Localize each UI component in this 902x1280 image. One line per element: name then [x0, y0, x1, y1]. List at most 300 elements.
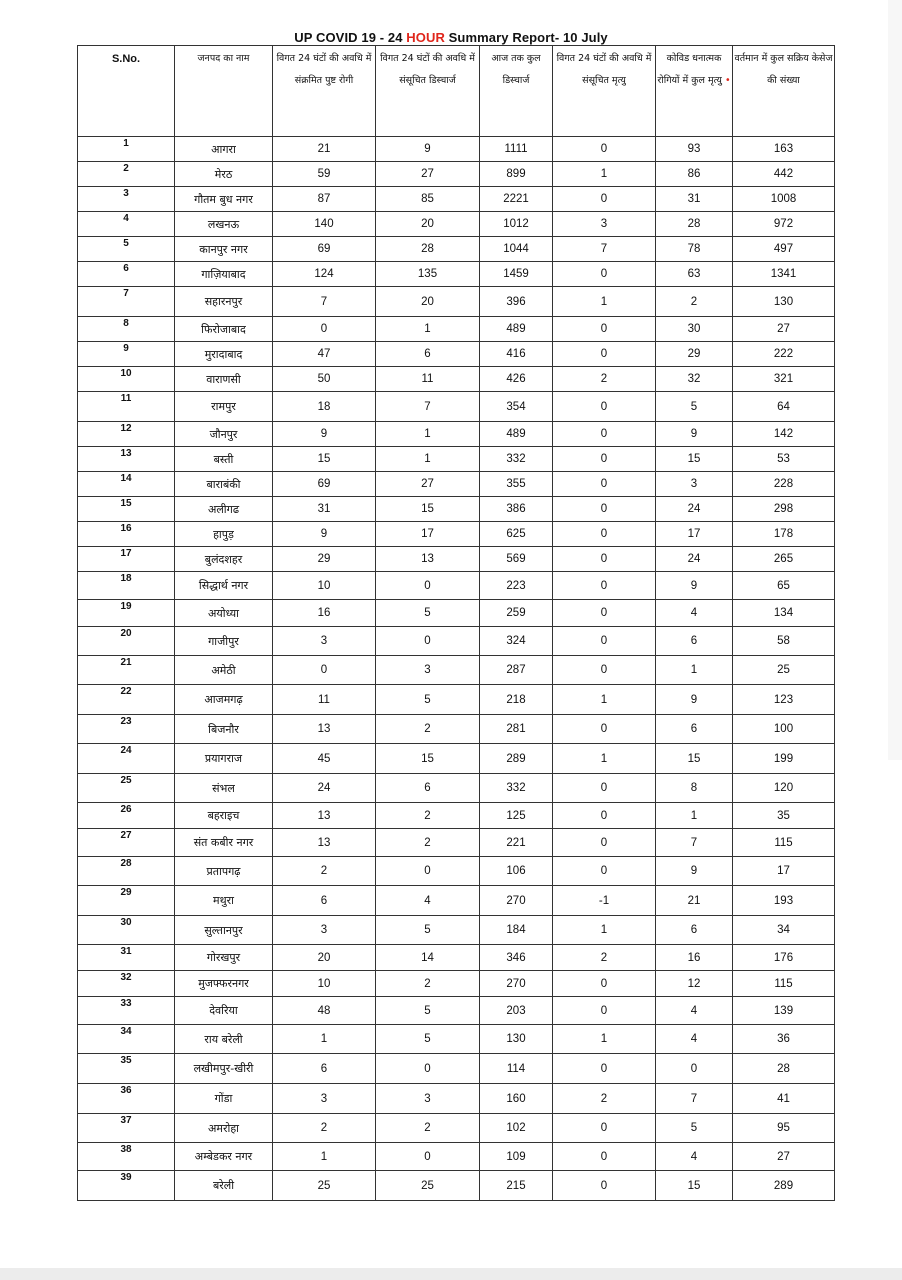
cell-new-deaths: 0	[553, 656, 656, 685]
cell-total-discharge: 130	[480, 1025, 553, 1054]
cell-sno: 7	[78, 287, 175, 317]
cell-district: अयोध्या	[175, 600, 273, 627]
cell-sno: 28	[78, 857, 175, 886]
table-row	[78, 945, 835, 971]
cell-total-deaths: 6	[656, 916, 733, 945]
cell-total-discharge: 114	[480, 1054, 553, 1084]
cell-total-discharge: 386	[480, 497, 553, 522]
cell-new-positive: 0	[273, 317, 376, 342]
cell-new-deaths: 0	[553, 572, 656, 600]
table-row	[78, 1143, 835, 1171]
cell-new-deaths: 3	[553, 212, 656, 237]
cell-total-discharge: 223	[480, 572, 553, 600]
cell-total-deaths: 93	[656, 137, 733, 162]
cell-active-cases: 41	[733, 1084, 835, 1114]
cell-sno: 31	[78, 945, 175, 971]
header-district: जनपद का नाम	[175, 46, 273, 137]
table-row	[78, 472, 835, 497]
cell-total-deaths: 17	[656, 522, 733, 547]
cell-new-deaths: 0	[553, 317, 656, 342]
cell-total-deaths: 6	[656, 715, 733, 744]
cell-sno: 2	[78, 162, 175, 187]
table-row	[78, 886, 835, 916]
cell-sno: 6	[78, 262, 175, 287]
table-row	[78, 447, 835, 472]
cell-new-deaths: 0	[553, 392, 656, 422]
cell-sno: 16	[78, 522, 175, 547]
cell-total-discharge: 396	[480, 287, 553, 317]
cell-new-discharge: 15	[376, 744, 480, 774]
cell-new-discharge: 4	[376, 886, 480, 916]
cell-new-discharge: 5	[376, 997, 480, 1025]
cell-sno: 32	[78, 971, 175, 997]
cell-active-cases: 163	[733, 137, 835, 162]
cell-new-positive: 1	[273, 1025, 376, 1054]
table-row	[78, 1114, 835, 1143]
cell-new-discharge: 0	[376, 627, 480, 656]
cell-new-discharge: 0	[376, 1054, 480, 1084]
cell-new-deaths: 0	[553, 1054, 656, 1084]
cell-active-cases: 25	[733, 656, 835, 685]
cell-district: आजमगढ़	[175, 685, 273, 715]
cell-total-discharge: 489	[480, 317, 553, 342]
cell-district: गाजीपुर	[175, 627, 273, 656]
cell-new-discharge: 2	[376, 803, 480, 829]
cell-total-deaths: 32	[656, 367, 733, 392]
table-row	[78, 715, 835, 744]
header-new-positive: विगत 24 घंटों की अवधि में संक्रमित पुष्ट रोगी	[273, 46, 376, 137]
cell-total-deaths: 9	[656, 572, 733, 600]
cell-new-deaths: 7	[553, 237, 656, 262]
cell-district: हापुड़	[175, 522, 273, 547]
cell-total-discharge: 106	[480, 857, 553, 886]
header-new-deaths: विगत 24 घंटों की अवधि में संसूचित मृत्यु	[553, 46, 656, 137]
table-row	[78, 522, 835, 547]
cell-district: वाराणसी	[175, 367, 273, 392]
table-row	[78, 744, 835, 774]
cell-total-deaths: 9	[656, 422, 733, 447]
cell-total-deaths: 5	[656, 392, 733, 422]
cell-sno: 33	[78, 997, 175, 1025]
cell-total-discharge: 1012	[480, 212, 553, 237]
cell-new-positive: 25	[273, 1171, 376, 1201]
cell-district: सुल्तानपुर	[175, 916, 273, 945]
cell-active-cases: 1341	[733, 262, 835, 287]
cell-new-positive: 29	[273, 547, 376, 572]
cell-district: राय बरेली	[175, 1025, 273, 1054]
cell-district: मुरादाबाद	[175, 342, 273, 367]
cell-active-cases: 36	[733, 1025, 835, 1054]
cell-active-cases: 193	[733, 886, 835, 916]
cell-total-discharge: 270	[480, 886, 553, 916]
cell-district: बहराइच	[175, 803, 273, 829]
cell-active-cases: 120	[733, 774, 835, 803]
cell-sno: 4	[78, 212, 175, 237]
header-total-deaths	[656, 46, 733, 137]
cell-total-discharge: 324	[480, 627, 553, 656]
cell-new-discharge: 0	[376, 1143, 480, 1171]
cell-total-discharge: 355	[480, 472, 553, 497]
report-title	[0, 30, 902, 45]
table-row	[78, 572, 835, 600]
cell-new-positive: 11	[273, 685, 376, 715]
cell-total-discharge: 221	[480, 829, 553, 857]
cell-sno: 37	[78, 1114, 175, 1143]
cell-district: अमरोहा	[175, 1114, 273, 1143]
cell-new-discharge: 3	[376, 1084, 480, 1114]
cell-district: देवरिया	[175, 997, 273, 1025]
cell-new-discharge: 1	[376, 422, 480, 447]
cell-total-discharge: 569	[480, 547, 553, 572]
cell-new-discharge: 20	[376, 212, 480, 237]
cell-total-discharge: 426	[480, 367, 553, 392]
cell-total-deaths: 16	[656, 945, 733, 971]
table-row	[78, 857, 835, 886]
cell-new-discharge: 1	[376, 447, 480, 472]
cell-new-positive: 50	[273, 367, 376, 392]
cell-total-discharge: 625	[480, 522, 553, 547]
cell-total-deaths: 6	[656, 627, 733, 656]
cell-district: जौनपुर	[175, 422, 273, 447]
cell-new-discharge: 17	[376, 522, 480, 547]
cell-total-discharge: 109	[480, 1143, 553, 1171]
cell-sno: 25	[78, 774, 175, 803]
cell-district: अम्बेडकर नगर	[175, 1143, 273, 1171]
cell-new-positive: 13	[273, 829, 376, 857]
cell-new-positive: 3	[273, 916, 376, 945]
cell-new-positive: 10	[273, 572, 376, 600]
cell-total-discharge: 332	[480, 774, 553, 803]
cell-active-cases: 58	[733, 627, 835, 656]
header-active-cases: वर्तमान में कुल सक्रिय केसेज की संख्या	[733, 46, 835, 137]
cell-sno: 8	[78, 317, 175, 342]
cell-new-deaths: 2	[553, 945, 656, 971]
cell-sno: 35	[78, 1054, 175, 1084]
cell-active-cases: 53	[733, 447, 835, 472]
cell-district: अलीगढ	[175, 497, 273, 522]
cell-new-positive: 31	[273, 497, 376, 522]
table-row	[78, 774, 835, 803]
cell-new-positive: 3	[273, 627, 376, 656]
cell-new-discharge: 25	[376, 1171, 480, 1201]
cell-active-cases: 64	[733, 392, 835, 422]
cell-new-positive: 13	[273, 715, 376, 744]
cell-total-deaths: 63	[656, 262, 733, 287]
cell-district: सिद्धार्थ नगर	[175, 572, 273, 600]
cell-total-deaths: 1	[656, 656, 733, 685]
cell-new-discharge: 5	[376, 1025, 480, 1054]
cell-total-discharge: 287	[480, 656, 553, 685]
cell-total-discharge: 1111	[480, 137, 553, 162]
table-row	[78, 212, 835, 237]
cell-sno: 12	[78, 422, 175, 447]
cell-total-discharge: 160	[480, 1084, 553, 1114]
cell-new-discharge: 135	[376, 262, 480, 287]
table-row	[78, 317, 835, 342]
cell-total-deaths: 31	[656, 187, 733, 212]
cell-total-deaths: 2	[656, 287, 733, 317]
table-row	[78, 627, 835, 656]
cell-active-cases: 178	[733, 522, 835, 547]
cell-new-positive: 18	[273, 392, 376, 422]
cell-new-positive: 13	[273, 803, 376, 829]
cell-sno: 39	[78, 1171, 175, 1201]
cell-district: गाज़ियाबाद	[175, 262, 273, 287]
cell-new-positive: 2	[273, 857, 376, 886]
cell-district: आगरा	[175, 137, 273, 162]
cell-new-deaths: 0	[553, 829, 656, 857]
cell-total-discharge: 1459	[480, 262, 553, 287]
cell-new-positive: 59	[273, 162, 376, 187]
cell-new-discharge: 5	[376, 916, 480, 945]
table-row	[78, 1171, 835, 1201]
cell-new-positive: 1	[273, 1143, 376, 1171]
table-row	[78, 997, 835, 1025]
cell-total-deaths: 24	[656, 547, 733, 572]
cell-sno: 20	[78, 627, 175, 656]
cell-sno: 21	[78, 656, 175, 685]
table-row	[78, 422, 835, 447]
cell-new-deaths: 0	[553, 971, 656, 997]
cell-district: गोंडा	[175, 1084, 273, 1114]
table-row	[78, 916, 835, 945]
cell-total-discharge: 489	[480, 422, 553, 447]
cell-active-cases: 95	[733, 1114, 835, 1143]
cell-new-discharge: 0	[376, 857, 480, 886]
cell-total-deaths: 4	[656, 997, 733, 1025]
cell-active-cases: 497	[733, 237, 835, 262]
bottom-margin-strip	[0, 1268, 902, 1280]
cell-total-discharge: 899	[480, 162, 553, 187]
cell-active-cases: 134	[733, 600, 835, 627]
cell-total-discharge: 289	[480, 744, 553, 774]
cell-sno: 26	[78, 803, 175, 829]
cell-sno: 34	[78, 1025, 175, 1054]
cell-new-deaths: 0	[553, 472, 656, 497]
cell-new-positive: 140	[273, 212, 376, 237]
cell-total-deaths: 1	[656, 803, 733, 829]
table-row	[78, 367, 835, 392]
cell-new-deaths: -1	[553, 886, 656, 916]
cell-new-discharge: 2	[376, 829, 480, 857]
cell-new-discharge: 13	[376, 547, 480, 572]
cell-active-cases: 442	[733, 162, 835, 187]
cell-district: सहारनपुर	[175, 287, 273, 317]
cell-sno: 5	[78, 237, 175, 262]
cell-new-deaths: 0	[553, 627, 656, 656]
cell-active-cases: 65	[733, 572, 835, 600]
cell-active-cases: 1008	[733, 187, 835, 212]
cell-new-deaths: 0	[553, 522, 656, 547]
cell-active-cases: 289	[733, 1171, 835, 1201]
cell-active-cases: 228	[733, 472, 835, 497]
cell-total-discharge: 332	[480, 447, 553, 472]
title-highlight: HOUR	[406, 30, 445, 45]
cell-sno: 27	[78, 829, 175, 857]
cell-new-deaths: 0	[553, 1114, 656, 1143]
cell-active-cases: 321	[733, 367, 835, 392]
cell-new-deaths: 0	[553, 600, 656, 627]
cell-total-deaths: 9	[656, 685, 733, 715]
table-row	[78, 1054, 835, 1084]
cell-district: फिरोजाबाद	[175, 317, 273, 342]
cell-total-deaths: 9	[656, 857, 733, 886]
cell-new-discharge: 7	[376, 392, 480, 422]
cell-new-discharge: 11	[376, 367, 480, 392]
table-header	[78, 46, 835, 137]
cell-new-discharge: 2	[376, 1114, 480, 1143]
cell-total-deaths: 24	[656, 497, 733, 522]
cell-total-discharge: 2221	[480, 187, 553, 212]
cell-district: गौतम बुध नगर	[175, 187, 273, 212]
cell-new-positive: 6	[273, 886, 376, 916]
cell-new-positive: 69	[273, 237, 376, 262]
cell-new-discharge: 6	[376, 342, 480, 367]
cell-new-positive: 21	[273, 137, 376, 162]
cell-active-cases: 34	[733, 916, 835, 945]
table-row	[78, 392, 835, 422]
cell-new-positive: 87	[273, 187, 376, 212]
cell-active-cases: 972	[733, 212, 835, 237]
table-row	[78, 971, 835, 997]
cell-total-deaths: 15	[656, 1171, 733, 1201]
cell-total-deaths: 86	[656, 162, 733, 187]
cell-new-deaths: 0	[553, 137, 656, 162]
cell-sno: 14	[78, 472, 175, 497]
cell-total-discharge: 203	[480, 997, 553, 1025]
cell-new-positive: 45	[273, 744, 376, 774]
cell-active-cases: 27	[733, 317, 835, 342]
cell-new-discharge: 14	[376, 945, 480, 971]
cell-new-deaths: 1	[553, 916, 656, 945]
cell-new-deaths: 1	[553, 287, 656, 317]
cell-active-cases: 139	[733, 997, 835, 1025]
cell-total-deaths: 5	[656, 1114, 733, 1143]
cell-new-positive: 9	[273, 522, 376, 547]
cell-new-deaths: 0	[553, 1171, 656, 1201]
cell-new-positive: 9	[273, 422, 376, 447]
cell-district: बस्ती	[175, 447, 273, 472]
cell-new-positive: 69	[273, 472, 376, 497]
header-total-deaths-label: कोविड धनात्मक रोगियों में कुल मृत्यु	[657, 53, 722, 86]
cell-sno: 9	[78, 342, 175, 367]
cell-district: मथुरा	[175, 886, 273, 916]
cell-district: लखीमपुर-खीरी	[175, 1054, 273, 1084]
cell-new-discharge: 3	[376, 656, 480, 685]
cell-active-cases: 28	[733, 1054, 835, 1084]
cell-active-cases: 17	[733, 857, 835, 886]
cell-active-cases: 222	[733, 342, 835, 367]
table-row	[78, 803, 835, 829]
cell-district: रामपुर	[175, 392, 273, 422]
cell-new-deaths: 0	[553, 774, 656, 803]
table-row	[78, 829, 835, 857]
cell-total-discharge: 102	[480, 1114, 553, 1143]
cell-new-discharge: 6	[376, 774, 480, 803]
cell-new-positive: 47	[273, 342, 376, 367]
cell-district: प्रतापगढ़	[175, 857, 273, 886]
cell-new-positive: 15	[273, 447, 376, 472]
cell-new-discharge: 2	[376, 971, 480, 997]
cell-new-discharge: 20	[376, 287, 480, 317]
cell-sno: 24	[78, 744, 175, 774]
cell-new-deaths: 0	[553, 997, 656, 1025]
cell-new-discharge: 28	[376, 237, 480, 262]
cell-total-deaths: 4	[656, 1143, 733, 1171]
cell-total-deaths: 28	[656, 212, 733, 237]
cell-new-discharge: 15	[376, 497, 480, 522]
cell-new-deaths: 0	[553, 547, 656, 572]
cell-total-deaths: 7	[656, 1084, 733, 1114]
cell-district: लखनऊ	[175, 212, 273, 237]
table-row	[78, 162, 835, 187]
table-row	[78, 1084, 835, 1114]
cell-total-discharge: 218	[480, 685, 553, 715]
cell-new-positive: 20	[273, 945, 376, 971]
cell-sno: 22	[78, 685, 175, 715]
cell-total-discharge: 259	[480, 600, 553, 627]
cell-sno: 11	[78, 392, 175, 422]
cell-district: संत कबीर नगर	[175, 829, 273, 857]
cell-total-deaths: 4	[656, 600, 733, 627]
cell-new-positive: 0	[273, 656, 376, 685]
table-row	[78, 342, 835, 367]
cell-total-deaths: 8	[656, 774, 733, 803]
table-row	[78, 237, 835, 262]
cell-total-deaths: 12	[656, 971, 733, 997]
header-mark: •	[724, 75, 731, 86]
table-row	[78, 497, 835, 522]
cell-new-positive: 24	[273, 774, 376, 803]
cell-active-cases: 142	[733, 422, 835, 447]
cell-sno: 17	[78, 547, 175, 572]
cell-new-deaths: 0	[553, 187, 656, 212]
cell-total-deaths: 7	[656, 829, 733, 857]
cell-total-discharge: 125	[480, 803, 553, 829]
cell-active-cases: 115	[733, 971, 835, 997]
cell-sno: 36	[78, 1084, 175, 1114]
cell-new-deaths: 2	[553, 367, 656, 392]
cell-new-discharge: 0	[376, 572, 480, 600]
cell-total-discharge: 354	[480, 392, 553, 422]
table-row	[78, 547, 835, 572]
cell-sno: 15	[78, 497, 175, 522]
table-row	[78, 137, 835, 162]
cell-new-deaths: 1	[553, 1025, 656, 1054]
cell-district: कानपुर नगर	[175, 237, 273, 262]
cell-active-cases: 130	[733, 287, 835, 317]
cell-active-cases: 176	[733, 945, 835, 971]
cell-new-positive: 16	[273, 600, 376, 627]
cell-new-discharge: 9	[376, 137, 480, 162]
cell-sno: 1	[78, 137, 175, 162]
page-edge-shadow	[888, 0, 902, 760]
cell-district: बरेली	[175, 1171, 273, 1201]
cell-new-deaths: 0	[553, 342, 656, 367]
table-row	[78, 187, 835, 212]
cell-new-deaths: 0	[553, 1143, 656, 1171]
cell-total-discharge: 215	[480, 1171, 553, 1201]
cell-active-cases: 265	[733, 547, 835, 572]
table-body	[78, 137, 835, 1201]
cell-district: गोरखपुर	[175, 945, 273, 971]
cell-new-discharge: 5	[376, 685, 480, 715]
cell-sno: 18	[78, 572, 175, 600]
cell-total-deaths: 29	[656, 342, 733, 367]
cell-total-discharge: 416	[480, 342, 553, 367]
cell-new-deaths: 1	[553, 162, 656, 187]
cell-active-cases: 35	[733, 803, 835, 829]
